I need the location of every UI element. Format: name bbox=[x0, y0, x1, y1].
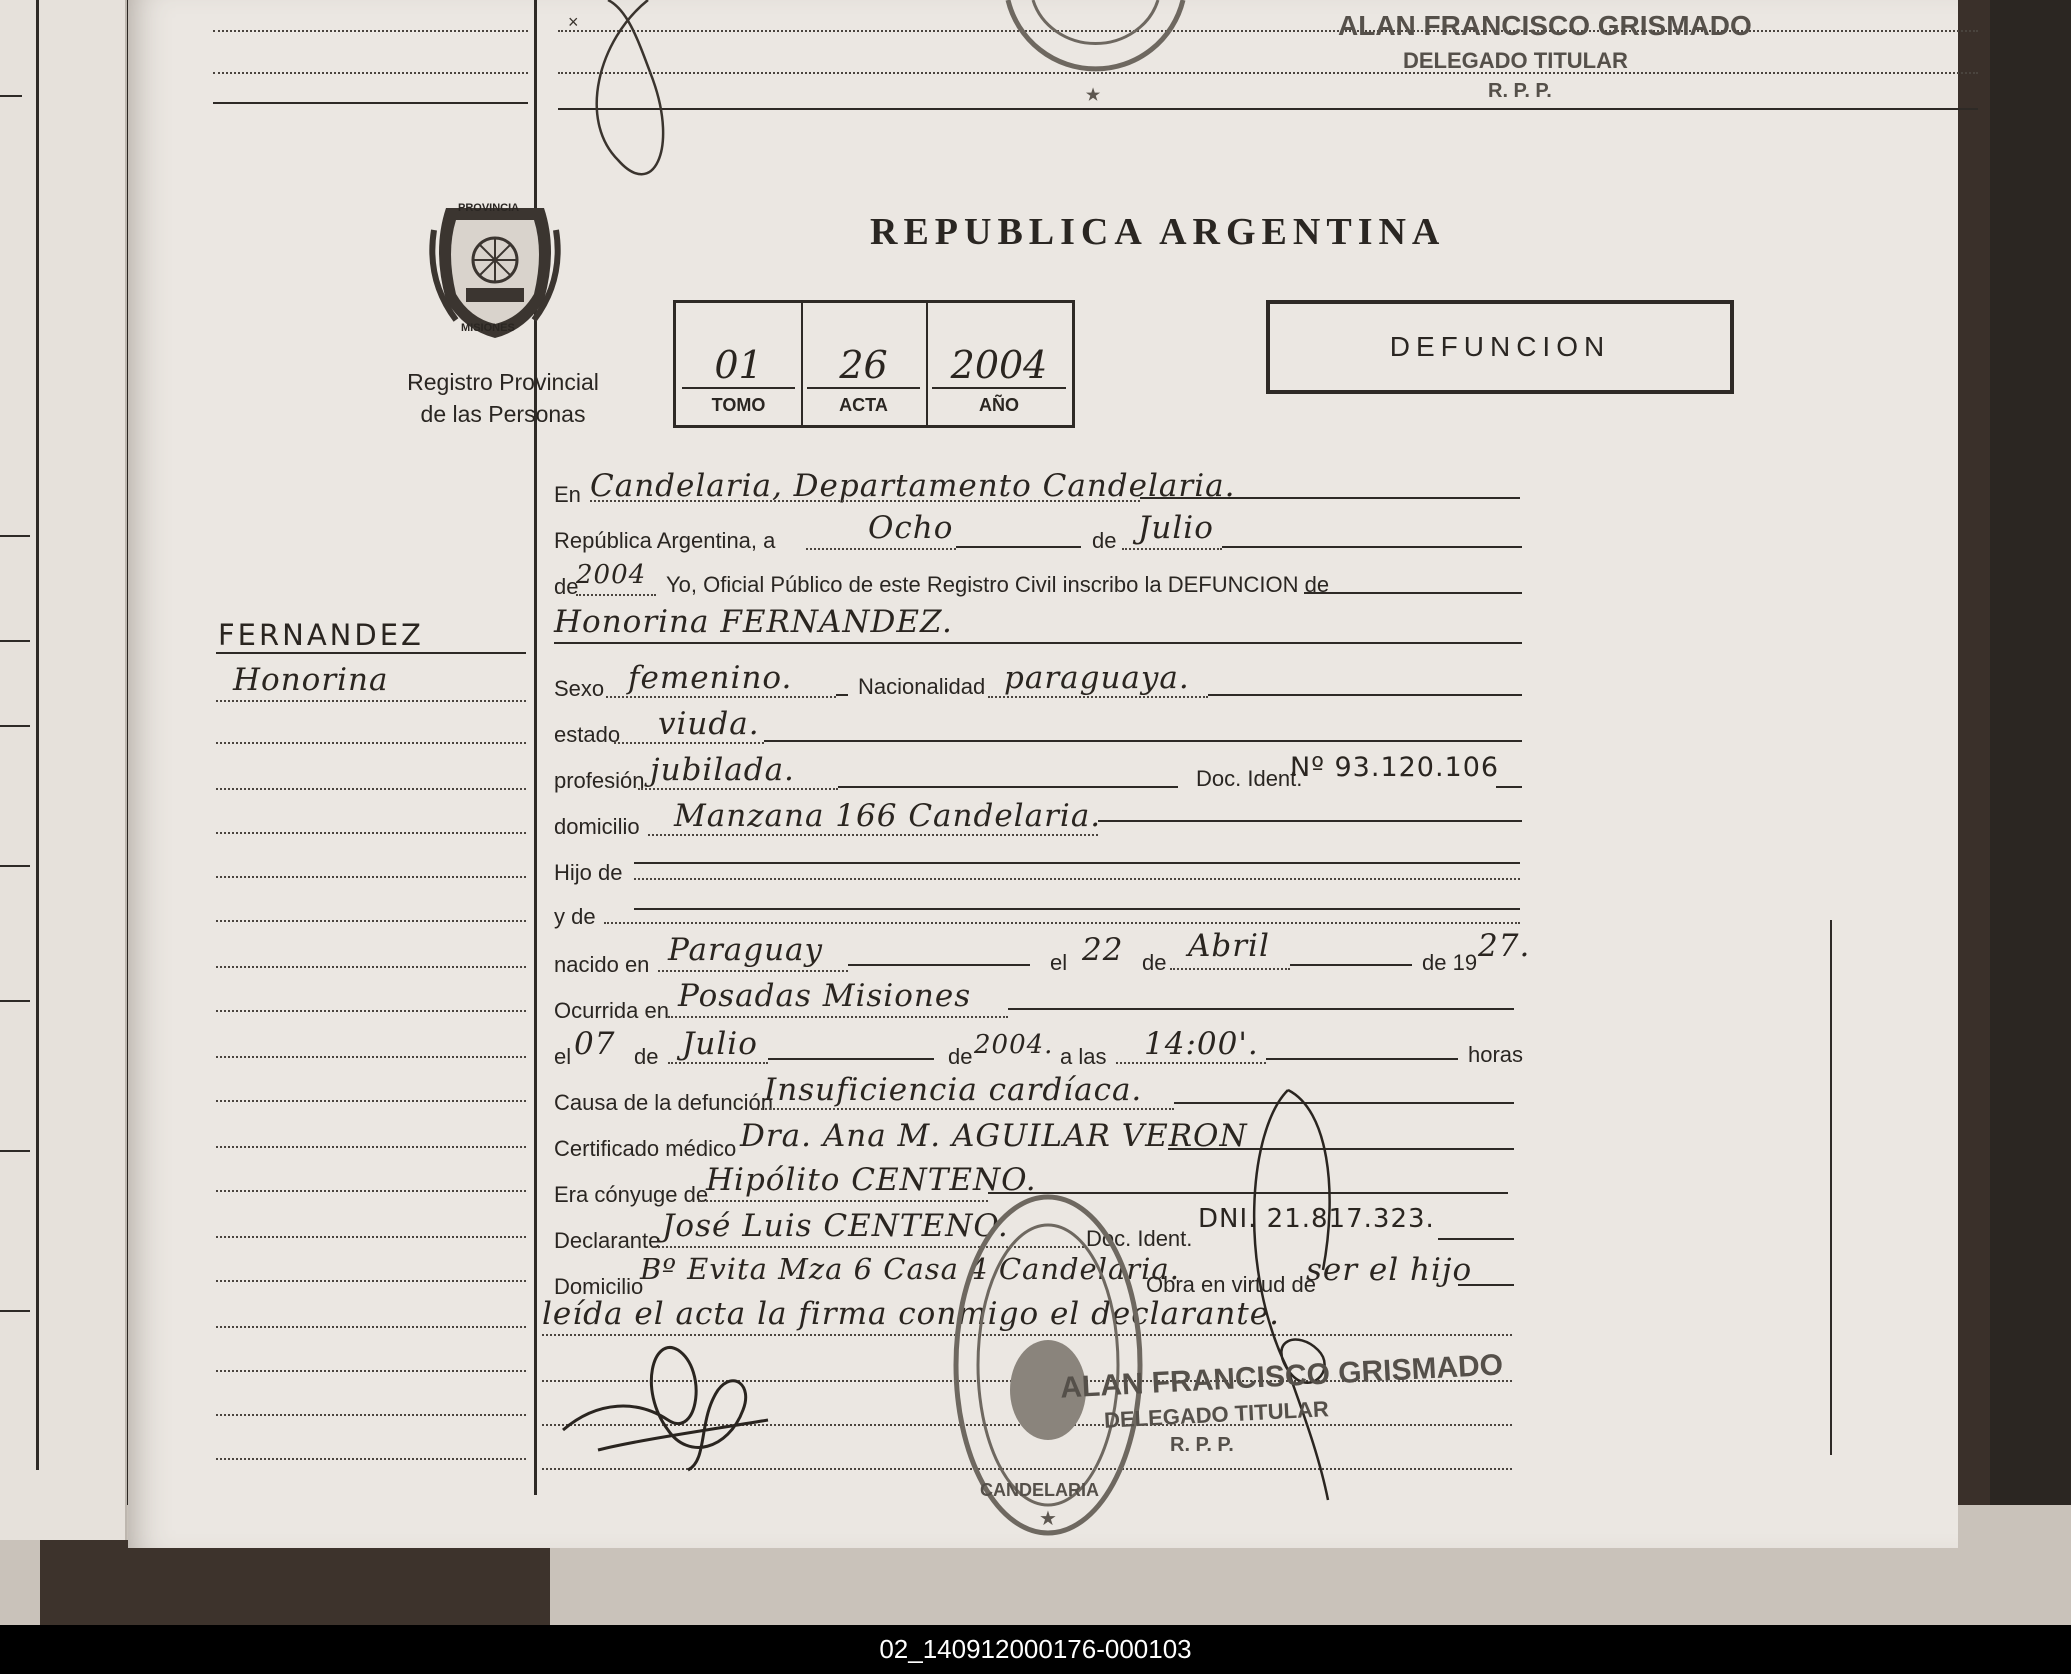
birth-year-label: de 19 bbox=[1422, 950, 1478, 975]
record-type-label: DEFUNCION bbox=[1389, 331, 1611, 362]
certificado-value: Dra. Ana M. AGUILAR VERON bbox=[740, 1118, 1248, 1154]
day-value: Ocho bbox=[868, 510, 954, 546]
declarant-signature bbox=[558, 1330, 778, 1480]
death-de-label: de bbox=[634, 1044, 659, 1069]
margin-surname: FERNANDEZ bbox=[218, 618, 424, 652]
causa-value: Insuficiencia cardíaca. bbox=[764, 1072, 1143, 1108]
emblem-text-top: PROVINCIA bbox=[458, 202, 520, 214]
estado-value: viuda. bbox=[658, 706, 760, 742]
causa-label: Causa de la defunción bbox=[554, 1090, 773, 1115]
anio-label: AÑO bbox=[979, 395, 1019, 415]
acta-label: ACTA bbox=[839, 395, 888, 415]
emblem-text-bottom: MISIONES bbox=[461, 322, 515, 334]
deceased-name-value: Honorina FERNANDEZ. bbox=[554, 604, 953, 640]
anio-value: 2004 bbox=[950, 343, 1048, 387]
place-value: Candelaria, Departamento Candelaria. bbox=[590, 468, 1236, 504]
svg-text:×: × bbox=[568, 12, 579, 32]
book-spine-shadow bbox=[40, 1540, 550, 1625]
top-registrar-stamp-title: DELEGADO TITULAR bbox=[1403, 48, 1628, 73]
bottom-registrar-stamp-rpp: R. P. P. bbox=[1170, 1434, 1234, 1456]
a-las-label: a las bbox=[1060, 1044, 1107, 1069]
en-label: En bbox=[554, 482, 581, 507]
birth-de-label: de bbox=[1142, 950, 1167, 975]
birthplace-value: Paraguay bbox=[668, 932, 824, 968]
register-number-box bbox=[673, 300, 1075, 428]
anio-cell bbox=[926, 303, 1072, 425]
previous-page-edge bbox=[0, 0, 127, 1540]
doc-ident-value: Nº 93.120.106 bbox=[1290, 752, 1500, 783]
obra-label: Obra en virtud de bbox=[1146, 1272, 1316, 1297]
svg-text:★: ★ bbox=[1085, 87, 1101, 104]
death-year-value: 2004. bbox=[974, 1030, 1054, 1060]
declarante-doc-value: DNI. 21.817.323. bbox=[1198, 1204, 1435, 1234]
death-month-value: Julio bbox=[682, 1026, 758, 1062]
y-de-label: y de bbox=[554, 904, 596, 929]
estado-label: estado bbox=[554, 722, 621, 747]
right-margin-rule bbox=[1830, 920, 1832, 1455]
conyuge-label: Era cónyuge de bbox=[554, 1182, 709, 1207]
de-label: de bbox=[1092, 528, 1117, 553]
death-year-label: de bbox=[948, 1044, 973, 1069]
republica-label: República Argentina, a bbox=[554, 528, 776, 553]
hijo-de-label: Hijo de bbox=[554, 860, 623, 885]
top-registrar-stamp-name: ALAN FRANCISCO GRISMADO bbox=[1338, 10, 1752, 41]
horas-label: horas bbox=[1468, 1042, 1524, 1067]
nacionalidad-label: Nacionalidad bbox=[858, 674, 986, 699]
ocurrida-en-label: Ocurrida en bbox=[554, 998, 669, 1023]
nacionalidad-value: paraguaya. bbox=[1004, 660, 1190, 696]
declarante-value: José Luis CENTENO. bbox=[662, 1208, 1009, 1244]
inscribo-label: Yo, Oficial Público de este Registro Civil inscribo la DEFUNCION de bbox=[666, 572, 1330, 597]
death-day-value: 07 bbox=[574, 1026, 616, 1062]
month-value: Julio bbox=[1138, 510, 1214, 546]
birth-day-value: 22 bbox=[1082, 932, 1124, 968]
acta-cell bbox=[801, 303, 928, 425]
death-place-value: Posadas Misiones bbox=[678, 978, 972, 1014]
birth-month-value: Abril bbox=[1188, 928, 1270, 964]
declarante-domicilio-label: Domicilio bbox=[554, 1274, 644, 1299]
top-seal-stamp bbox=[998, 0, 1188, 135]
death-time-value: 14:00'. bbox=[1144, 1026, 1259, 1062]
year-value: 2004 bbox=[576, 560, 647, 590]
bottom-registrar-stamp-title: DELEGADO TITULAR bbox=[1103, 1396, 1330, 1433]
certificate-page bbox=[128, 0, 1958, 1548]
closing-statement: leída el acta la firma conmigo el declarante. bbox=[542, 1296, 1280, 1332]
year-prefix-label: de bbox=[554, 574, 579, 599]
birth-year-value: 27. bbox=[1478, 928, 1531, 964]
domicilio-value: Manzana 166 Candelaria. bbox=[674, 798, 1102, 834]
birth-el-label: el bbox=[1050, 950, 1068, 975]
registrar-signature bbox=[1228, 1070, 1358, 1510]
obra-value: ser el hijo bbox=[1306, 1252, 1473, 1288]
seal-text: CANDELARIA bbox=[980, 1480, 1099, 1500]
conyuge-value: Hipólito CENTENO. bbox=[706, 1162, 1037, 1198]
margin-given-name: Honorina bbox=[233, 662, 389, 698]
profesion-label: profesión bbox=[554, 768, 645, 793]
declarante-domicilio-value: Bº Evita Mza 6 Casa 4 Candelaria. bbox=[640, 1252, 1180, 1286]
svg-text:★: ★ bbox=[1039, 1508, 1057, 1530]
office-line-1: Registro Provincial bbox=[407, 369, 599, 395]
tomo-label: TOMO bbox=[711, 395, 766, 415]
tomo-cell bbox=[676, 303, 803, 425]
registry-office-name bbox=[358, 366, 648, 430]
certificado-label: Certificado médico bbox=[554, 1136, 737, 1161]
office-line-2: de las Personas bbox=[420, 401, 586, 427]
nacido-en-label: nacido en bbox=[554, 952, 650, 977]
tomo-value: 01 bbox=[714, 343, 763, 387]
image-id-footer: 02_140912000176-000103 bbox=[0, 1625, 2071, 1674]
profesion-value: jubilada. bbox=[650, 752, 795, 788]
declarante-doc-label: Doc. Ident. bbox=[1086, 1226, 1193, 1251]
acta-value: 26 bbox=[839, 343, 888, 387]
declarante-label: Declarante bbox=[554, 1228, 661, 1253]
bottom-registrar-stamp-name: ALAN FRANCISCO GRISMADO bbox=[1059, 1348, 1504, 1405]
domicilio-label: domicilio bbox=[554, 814, 640, 839]
sexo-label: Sexo bbox=[554, 676, 605, 701]
death-el-label: el bbox=[554, 1044, 572, 1069]
doc-ident-label: Doc. Ident. bbox=[1196, 766, 1303, 791]
record-type-box bbox=[1266, 300, 1734, 394]
sexo-value: femenino. bbox=[628, 660, 793, 696]
top-registrar-stamp-rpp: R. P. P. bbox=[1488, 80, 1552, 102]
page-title: REPUBLICA ARGENTINA bbox=[870, 211, 1446, 253]
top-signature-stroke bbox=[568, 0, 698, 205]
